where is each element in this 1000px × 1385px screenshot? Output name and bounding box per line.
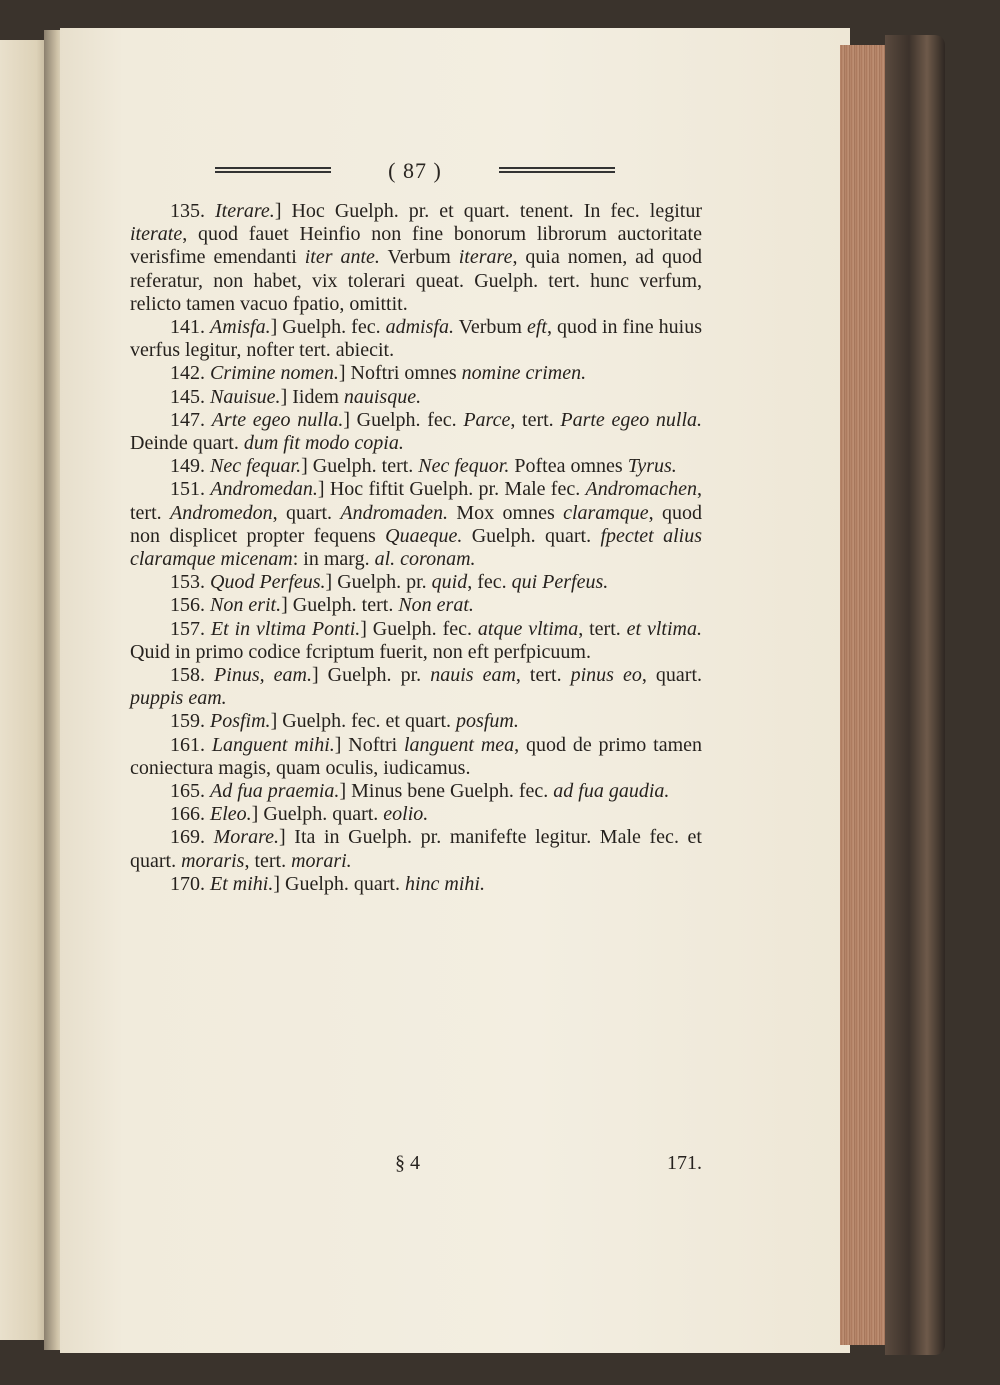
italic-text: Arte egeo nulla. — [211, 408, 344, 431]
roman-text: , quod in fine huius verfus legitur, nofter tert. abiecit. — [130, 316, 703, 362]
roman-text: ] Guelph. fec. — [360, 617, 478, 640]
italic-text: Iterare. — [215, 200, 275, 222]
italic-text: ad fua gaudia. — [553, 780, 670, 803]
roman-text: , tert. — [130, 478, 703, 524]
roman-text: 147. — [170, 408, 212, 431]
roman-text: ] Ita in Guelph. pr. manifefte legitur. Male fec. et quart. — [130, 826, 702, 872]
roman-text: , quod non displicet propter fequens — [130, 501, 703, 547]
commentary-entry — [130, 455, 702, 478]
roman-text: ] Guelph. pr. — [311, 664, 431, 687]
italic-text: puppis eam. — [130, 687, 227, 710]
italic-text: iterare — [458, 246, 513, 269]
roman-text: Quid in primo codice fcriptum fuerit, non eft perfpicuum. — [130, 640, 591, 663]
italic-text: Parce — [463, 408, 511, 431]
italic-text: Tyrus. — [627, 455, 677, 478]
roman-text: ] Guelph. quart. — [273, 872, 405, 895]
commentary-text — [130, 200, 702, 896]
italic-text: Amisfa. — [210, 316, 271, 339]
roman-text: , quia nomen, ad quod referatur, non habet, vix tolerari queat. Guelph. tert. hunc verfum, relicto tamen vacuo fpatio, omittit. — [130, 246, 702, 315]
italic-text: Andromaden. — [340, 501, 448, 524]
roman-text: 165. — [170, 780, 210, 803]
roman-text: 158. — [170, 664, 215, 687]
italic-text: languent mea — [404, 733, 515, 756]
italic-text: Quaeque. — [385, 524, 463, 547]
roman-text: ] Guelph. fec. — [270, 316, 386, 339]
roman-text: 156. — [170, 594, 210, 617]
italic-text: Pinus, eam. — [214, 664, 312, 687]
commentary-entry — [130, 710, 702, 733]
roman-text: 153. — [170, 571, 210, 594]
italic-text: Nec fequar. — [210, 455, 302, 478]
italic-text: quid — [431, 571, 468, 594]
italic-text: Andromedan. — [210, 478, 318, 501]
roman-text: 142. — [170, 362, 210, 385]
roman-text: ] Noftri omnes — [338, 362, 462, 385]
italic-text: Crimine nomen. — [210, 362, 339, 385]
signature-mark: § 4 — [395, 1152, 420, 1174]
roman-text: , fec. — [467, 571, 512, 594]
running-header — [215, 158, 615, 188]
italic-text: Et mihi. — [210, 872, 274, 895]
italic-text: nauisque. — [343, 385, 422, 408]
commentary-entry — [130, 386, 702, 409]
roman-text: 170. — [170, 872, 210, 895]
italic-text: admisfa. — [385, 316, 454, 339]
roman-text: 159. — [170, 710, 210, 733]
italic-text: et vltima. — [626, 617, 702, 640]
italic-text: qui Perfeus. — [511, 571, 609, 594]
roman-text: ] Guelph. pr. — [325, 571, 432, 594]
roman-text: ] Guelph. tert. — [301, 455, 419, 478]
italic-text: Posfim. — [210, 710, 271, 733]
page-footer — [130, 1152, 702, 1180]
roman-text: ] Guelph. fec. — [343, 408, 464, 431]
roman-text: Deinde quart. — [130, 432, 244, 455]
roman-text: 169. — [170, 826, 214, 849]
roman-text: 161. — [170, 733, 212, 756]
commentary-entry — [130, 826, 702, 872]
italic-text: al. coronam. — [374, 548, 476, 571]
italic-text: dum fit modo copia. — [243, 432, 404, 455]
roman-text: ] Guelph. fec. et quart. — [270, 710, 457, 733]
commentary-entry — [130, 734, 702, 780]
commentary-entry — [130, 200, 702, 316]
roman-text: 151. — [170, 478, 211, 501]
roman-text: , tert. — [515, 664, 571, 687]
commentary-entry — [130, 780, 702, 803]
header-rule-left — [215, 167, 331, 175]
italic-text: Morare. — [213, 826, 279, 849]
italic-text: morari. — [291, 849, 352, 872]
commentary-entry — [130, 478, 702, 571]
roman-text: 145. — [170, 385, 210, 408]
italic-text: Non erit. — [210, 594, 282, 617]
commentary-entry — [130, 571, 702, 594]
roman-text: ] Hoc Guelph. pr. et quart. tenent. In fec. legitur — [274, 200, 703, 222]
roman-text: ] Iidem — [280, 385, 344, 408]
roman-text: ] Guelph. tert. — [281, 594, 399, 617]
header-rule-right — [499, 167, 615, 175]
roman-text: ] Minus bene Guelph. fec. — [339, 780, 554, 803]
italic-text: Nec fequor. — [418, 455, 510, 478]
italic-text: Non erat. — [398, 594, 474, 617]
roman-text: , tert. — [510, 408, 561, 431]
roman-text: : in marg. — [292, 548, 375, 571]
italic-text: Quod Perfeus. — [210, 571, 326, 594]
italic-text: pinus eo — [570, 664, 642, 687]
roman-text: , quart. — [641, 664, 703, 687]
catchword: 171. — [667, 1152, 702, 1174]
italic-text: fpectet alius claramque micenam — [130, 524, 702, 571]
italic-text: Andromedon — [170, 501, 273, 524]
roman-text: Verbum — [379, 246, 459, 269]
roman-text: ] Hoc fiftit Guelph. pr. Male fec. — [317, 478, 586, 501]
commentary-entry — [130, 803, 702, 826]
book-cover-edge — [885, 35, 945, 1355]
italic-text: Andromachen — [585, 478, 698, 501]
italic-text: Languent mihi. — [211, 733, 335, 756]
roman-text: 141. — [170, 316, 211, 339]
commentary-entry — [130, 618, 702, 664]
italic-text: iter ante. — [304, 246, 380, 269]
roman-text: Guelph. quart. — [462, 524, 601, 547]
roman-text: , tert. — [244, 849, 292, 872]
roman-text: Verbum — [453, 316, 527, 339]
italic-text: hinc mihi. — [404, 872, 485, 895]
commentary-entry — [130, 316, 702, 362]
roman-text: Poftea omnes — [509, 455, 628, 478]
italic-text: claramque — [563, 501, 649, 524]
italic-text: Nauisue. — [210, 385, 281, 408]
italic-text: posfum. — [456, 710, 519, 733]
roman-text: , quod de primo tamen coniectura magis, quam oculis, iudicamus. — [130, 733, 703, 779]
italic-text: nomine crimen. — [461, 362, 587, 385]
commentary-entry — [130, 664, 702, 710]
commentary-entry — [130, 362, 702, 385]
italic-text: iterate — [130, 223, 183, 246]
roman-text: , quart. — [272, 501, 341, 524]
roman-text: ] Noftri — [334, 733, 404, 756]
italic-text: Parte egeo nulla. — [560, 408, 703, 431]
roman-text: , tert. — [578, 617, 627, 640]
commentary-entry — [130, 594, 702, 617]
italic-text: Et in vltima Ponti. — [210, 617, 361, 640]
roman-text: 157. — [170, 617, 211, 640]
roman-text: 135. — [170, 200, 216, 222]
italic-text: eolio. — [383, 803, 429, 826]
roman-text: Mox omnes — [448, 501, 564, 524]
roman-text: ] Guelph. quart. — [251, 803, 384, 826]
roman-text: 149. — [170, 455, 210, 478]
italic-text: nauis eam — [430, 664, 516, 687]
commentary-entry — [130, 409, 702, 455]
italic-text: eft — [526, 316, 547, 339]
roman-text: 166. — [170, 803, 210, 826]
italic-text: atque vltima — [477, 617, 579, 640]
italic-text: moraris — [181, 849, 245, 872]
italic-text: Eleo. — [210, 803, 252, 826]
italic-text: Ad fua praemia. — [210, 780, 340, 803]
commentary-entry — [130, 873, 702, 896]
page-number: ( 87 ) — [388, 158, 442, 183]
roman-text: , quod fauet Heinfio non fine bonorum librorum auctoritate verisfime emendanti — [130, 223, 702, 269]
